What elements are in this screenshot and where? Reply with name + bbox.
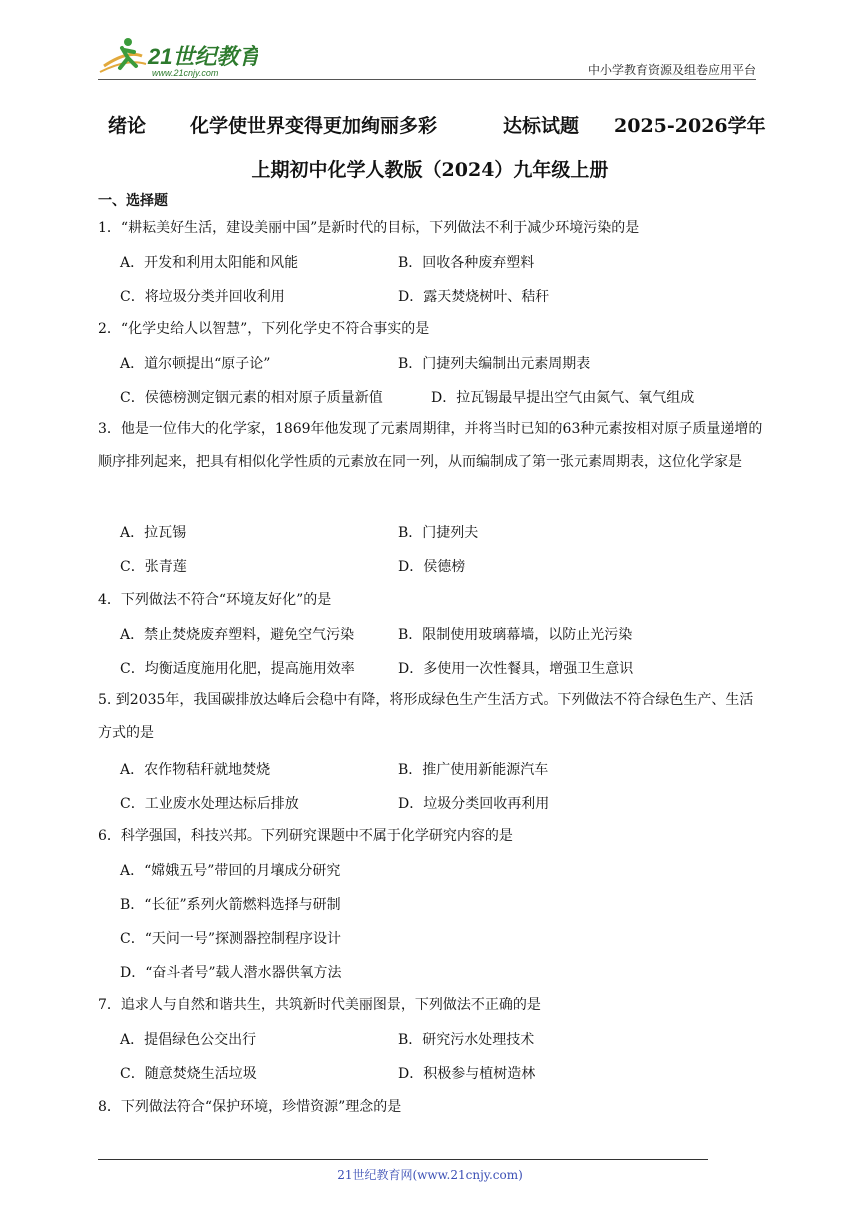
q2-option-c: C．侯德榜测定铟元素的相对原子质量新值 (120, 390, 383, 406)
q5-option-c: C．工业废水处理达标后排放 (120, 796, 299, 812)
q5-option-b: B．推广使用新能源汽车 (398, 762, 549, 778)
q2-option-b: B．门捷列夫编制出元素周期表 (398, 356, 591, 372)
title-part-4: 2025-2026学年 (614, 115, 766, 137)
q6-option-a: A．“嫦娥五号”带回的月壤成分研究 (120, 863, 341, 879)
q5-option-d: D．垃圾分类回收再利用 (398, 796, 550, 812)
question-3: 3．他是一位伟大的化学家，1869年他发现了元素周期律，并将当时已知的63种元素按相对原子质量递增的顺序排列起来，把具有相似化学性质的元素放在同一列，从而编制成了第一张元素周期表，这位化学家是 (98, 421, 763, 470)
logo-runner-icon (98, 36, 258, 80)
q1-option-c: C．将垃圾分类并回收利用 (120, 289, 285, 305)
title-part-2: 化学使世界变得更加绚丽多彩 (190, 115, 438, 137)
question-7: 7．追求人与自然和谐共生，共筑新时代美丽图景，下列做法不正确的是 (98, 997, 541, 1013)
question-8: 8．下列做法符合“保护环境，珍惜资源”理念的是 (98, 1099, 402, 1115)
q5-option-a: A．农作物秸秆就地焚烧 (120, 762, 271, 778)
site-logo (98, 36, 258, 80)
question-5: 5. 到2035年，我国碳排放达峰后会稳中有降，将形成绿色生产生活方式。下列做法不符合绿色生产、生活方式的是 (98, 692, 754, 741)
q7-option-b: B．研究污水处理技术 (398, 1032, 535, 1048)
q1-option-d: D．露天焚烧树叶、秸秆 (398, 289, 550, 305)
q3-option-c: C．张青莲 (120, 559, 187, 575)
q1-option-b: B．回收各种废弃塑料 (398, 255, 535, 271)
svg-text:www.21cnjy.com: www.21cnjy.com (152, 68, 219, 78)
title-part-1: 绪论 (108, 115, 147, 137)
q2-option-d: D．拉瓦锡最早提出空气由氮气、氧气组成 (431, 390, 695, 406)
svg-text:21世纪教育: 21世纪教育 (148, 44, 258, 69)
q4-option-d: D．多使用一次性餐具，增强卫生意识 (398, 661, 634, 677)
q7-option-c: C．随意焚烧生活垃圾 (120, 1066, 257, 1082)
footer-divider (98, 1159, 708, 1160)
question-2: 2．“化学史给人以智慧”，下列化学史不符合事实的是 (98, 321, 430, 337)
platform-label: 中小学教育资源及组卷应用平台 (587, 63, 756, 77)
q6-option-d: D．“奋斗者号”载人潜水器供氧方法 (120, 965, 342, 981)
q7-option-d: D．积极参与植树造林 (398, 1066, 536, 1082)
q3-option-b: B．门捷列夫 (398, 525, 479, 541)
q6-option-b: B．“长征”系列火箭燃料选择与研制 (120, 897, 341, 913)
q3-option-d: D．侯德榜 (398, 559, 466, 575)
q4-option-c: C．均衡适度施用化肥，提高施用效率 (120, 661, 355, 677)
q3-option-a: A．拉瓦锡 (120, 525, 187, 541)
question-1: 1．“耕耘美好生活，建设美丽中国”是新时代的目标，下列做法不利于减少环境污染的是 (98, 220, 640, 236)
question-4: 4．下列做法不符合“环境友好化”的是 (98, 592, 332, 608)
header-divider (98, 79, 756, 80)
q7-option-a: A．提倡绿色公交出行 (120, 1032, 257, 1048)
title-line-2: 上期初中化学人教版（2024）九年级上册 (251, 159, 609, 181)
question-6: 6．科学强国，科技兴邦。下列研究课题中不属于化学研究内容的是 (98, 828, 513, 844)
title-part-3: 达标试题 (503, 115, 580, 137)
footer-link[interactable]: 21世纪教育网(www.21cnjy.com) (337, 1168, 523, 1182)
q6-option-c: C．“天问一号”探测器控制程序设计 (120, 931, 342, 947)
q1-option-a: A．开发和利用太阳能和风能 (120, 255, 299, 271)
q2-option-a: A．道尔顿提出“原子论” (120, 356, 271, 372)
q4-option-b: B．限制使用玻璃幕墙，以防止光污染 (398, 627, 633, 643)
q4-option-a: A．禁止焚烧废弃塑料，避免空气污染 (120, 627, 355, 643)
section-heading: 一、选择题 (98, 193, 168, 209)
